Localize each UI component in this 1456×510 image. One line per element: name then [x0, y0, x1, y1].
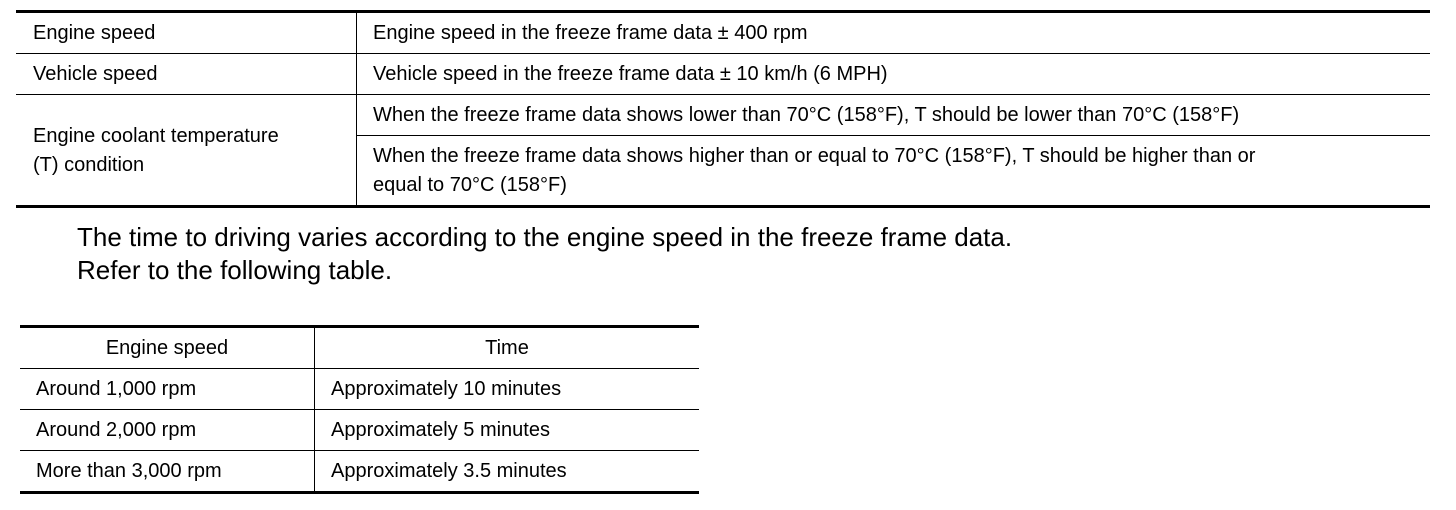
condition-label: Engine speed [16, 12, 357, 54]
coolant-condition-higher [357, 136, 1431, 207]
coolant-condition-label [16, 95, 357, 207]
table-row [20, 369, 699, 410]
coolant-condition-lower: When the freeze frame data shows lower than 70°C (158°F), T should be lower than 70°C (158°F) [357, 95, 1431, 136]
time-cell: Approximately 5 minutes [315, 410, 700, 451]
coolant-higher-line: When the freeze frame data shows higher than or equal to 70°C (158°F), T should be higher than or [373, 145, 1256, 167]
time-cell: Approximately 10 minutes [315, 369, 700, 410]
table-header-row [20, 327, 699, 369]
note-line: The time to driving varies according to the engine speed in the freeze frame data. [77, 222, 1013, 252]
coolant-label-line: Engine coolant temperature [33, 124, 279, 147]
condition-label: Vehicle speed [16, 54, 357, 95]
engine-speed-cell: Around 1,000 rpm [20, 369, 315, 410]
driving-time-table [20, 325, 699, 494]
table-row [20, 410, 699, 451]
column-header-engine-speed: Engine speed [20, 327, 315, 369]
engine-speed-cell: Around 2,000 rpm [20, 410, 315, 451]
table-row [16, 54, 1430, 95]
freeze-frame-conditions-table [16, 10, 1430, 208]
condition-value: Vehicle speed in the freeze frame data ± 10 km/h (6 MPH) [357, 54, 1431, 95]
coolant-higher-line: equal to 70°C (158°F) [373, 174, 567, 196]
engine-speed-cell: More than 3,000 rpm [20, 451, 315, 493]
condition-value: Engine speed in the freeze frame data ± 400 rpm [373, 22, 808, 44]
note-line: Refer to the following table. [77, 255, 393, 285]
table-row [16, 95, 1430, 136]
table-row [16, 12, 1430, 54]
table-row [20, 451, 699, 493]
column-header-time: Time [485, 337, 529, 359]
time-cell: Approximately 3.5 minutes [315, 451, 700, 493]
coolant-label-line: (T) condition [33, 153, 145, 176]
driving-time-note [77, 221, 1012, 287]
